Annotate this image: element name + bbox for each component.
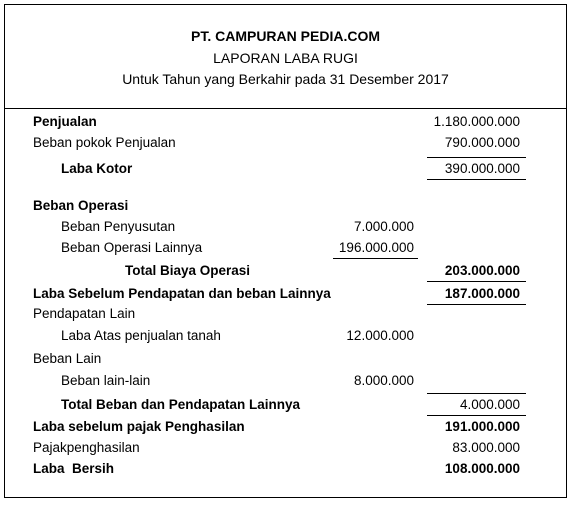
row-label: Beban Operasi	[33, 198, 129, 213]
row-label: Pajakpenghasilan	[33, 440, 140, 455]
row-beban-lain	[0, 350, 574, 368]
row-total-biaya-operasi	[0, 262, 574, 280]
row-laba-sebelum-pajak	[0, 418, 574, 436]
row-laba-sebelum-pendapatan	[0, 285, 574, 303]
row-label: Laba Sebelum Pendapatan dan beban Lainnya	[33, 286, 331, 301]
row-amount: 390.000.000	[444, 161, 520, 176]
row-label: Beban Penyusutan	[61, 219, 176, 234]
row-beban-lain-lain	[0, 372, 574, 390]
row-amount: 8.000.000	[353, 373, 414, 388]
row-penjualan	[0, 113, 574, 131]
row-laba-bersih	[0, 460, 574, 478]
row-laba-penjualan-tanah	[0, 327, 574, 345]
row-amount: 4.000.000	[459, 397, 520, 412]
row-label: Beban pokok Penjualan	[33, 135, 176, 150]
total-rule	[427, 179, 526, 180]
header-divider	[4, 108, 567, 109]
row-amount: 187.000.000	[444, 286, 520, 301]
row-amount: 1.180.000.000	[433, 114, 520, 129]
row-label: Pendapatan Lain	[33, 306, 136, 321]
row-pendapatan-lain	[0, 305, 574, 323]
row-label: Beban Lain	[33, 351, 102, 366]
row-amount: 7.000.000	[353, 219, 414, 234]
row-beban-pokok-penjualan	[0, 134, 574, 152]
row-total-beban-pendapatan	[0, 396, 574, 414]
row-amount: 12.000.000	[346, 328, 414, 343]
row-amount: 203.000.000	[444, 263, 520, 278]
row-label: Penjualan	[33, 114, 97, 129]
row-label: Laba Atas penjualan tanah	[61, 328, 221, 343]
row-beban-operasi-lainnya	[0, 239, 574, 257]
row-amount: 196.000.000	[338, 240, 414, 255]
report-period: Untuk Tahun yang Berkahir pada 31 Desember 2017	[122, 71, 449, 87]
row-pajak-penghasilan	[0, 439, 574, 457]
row-amount: 790.000.000	[444, 135, 520, 150]
row-label: Laba sebelum pajak Penghasilan	[33, 419, 245, 434]
row-label: Beban Operasi Lainnya	[61, 240, 203, 255]
company-name: PT. CAMPURAN PEDIA.COM	[190, 28, 380, 44]
row-label: Total Beban dan Pendapatan Lainnya	[61, 397, 301, 412]
row-label: Beban lain-lain	[61, 373, 151, 388]
total-rule	[427, 415, 526, 416]
row-amount: 108.000.000	[444, 461, 520, 476]
row-beban-operasi	[0, 197, 574, 215]
subtotal-rule	[427, 157, 526, 158]
row-label: Laba Kotor	[61, 161, 133, 176]
row-label: Laba Bersih	[33, 461, 115, 476]
row-laba-kotor	[0, 160, 574, 178]
row-amount: 191.000.000	[444, 419, 520, 434]
row-amount: 83.000.000	[452, 440, 520, 455]
subtotal-rule	[427, 393, 526, 394]
row-label: Total Biaya Operasi	[125, 263, 251, 278]
total-rule	[427, 281, 526, 282]
row-beban-penyusutan	[0, 218, 574, 236]
report-title: LAPORAN LABA RUGI	[213, 50, 358, 66]
subtotal-rule	[333, 258, 418, 259]
